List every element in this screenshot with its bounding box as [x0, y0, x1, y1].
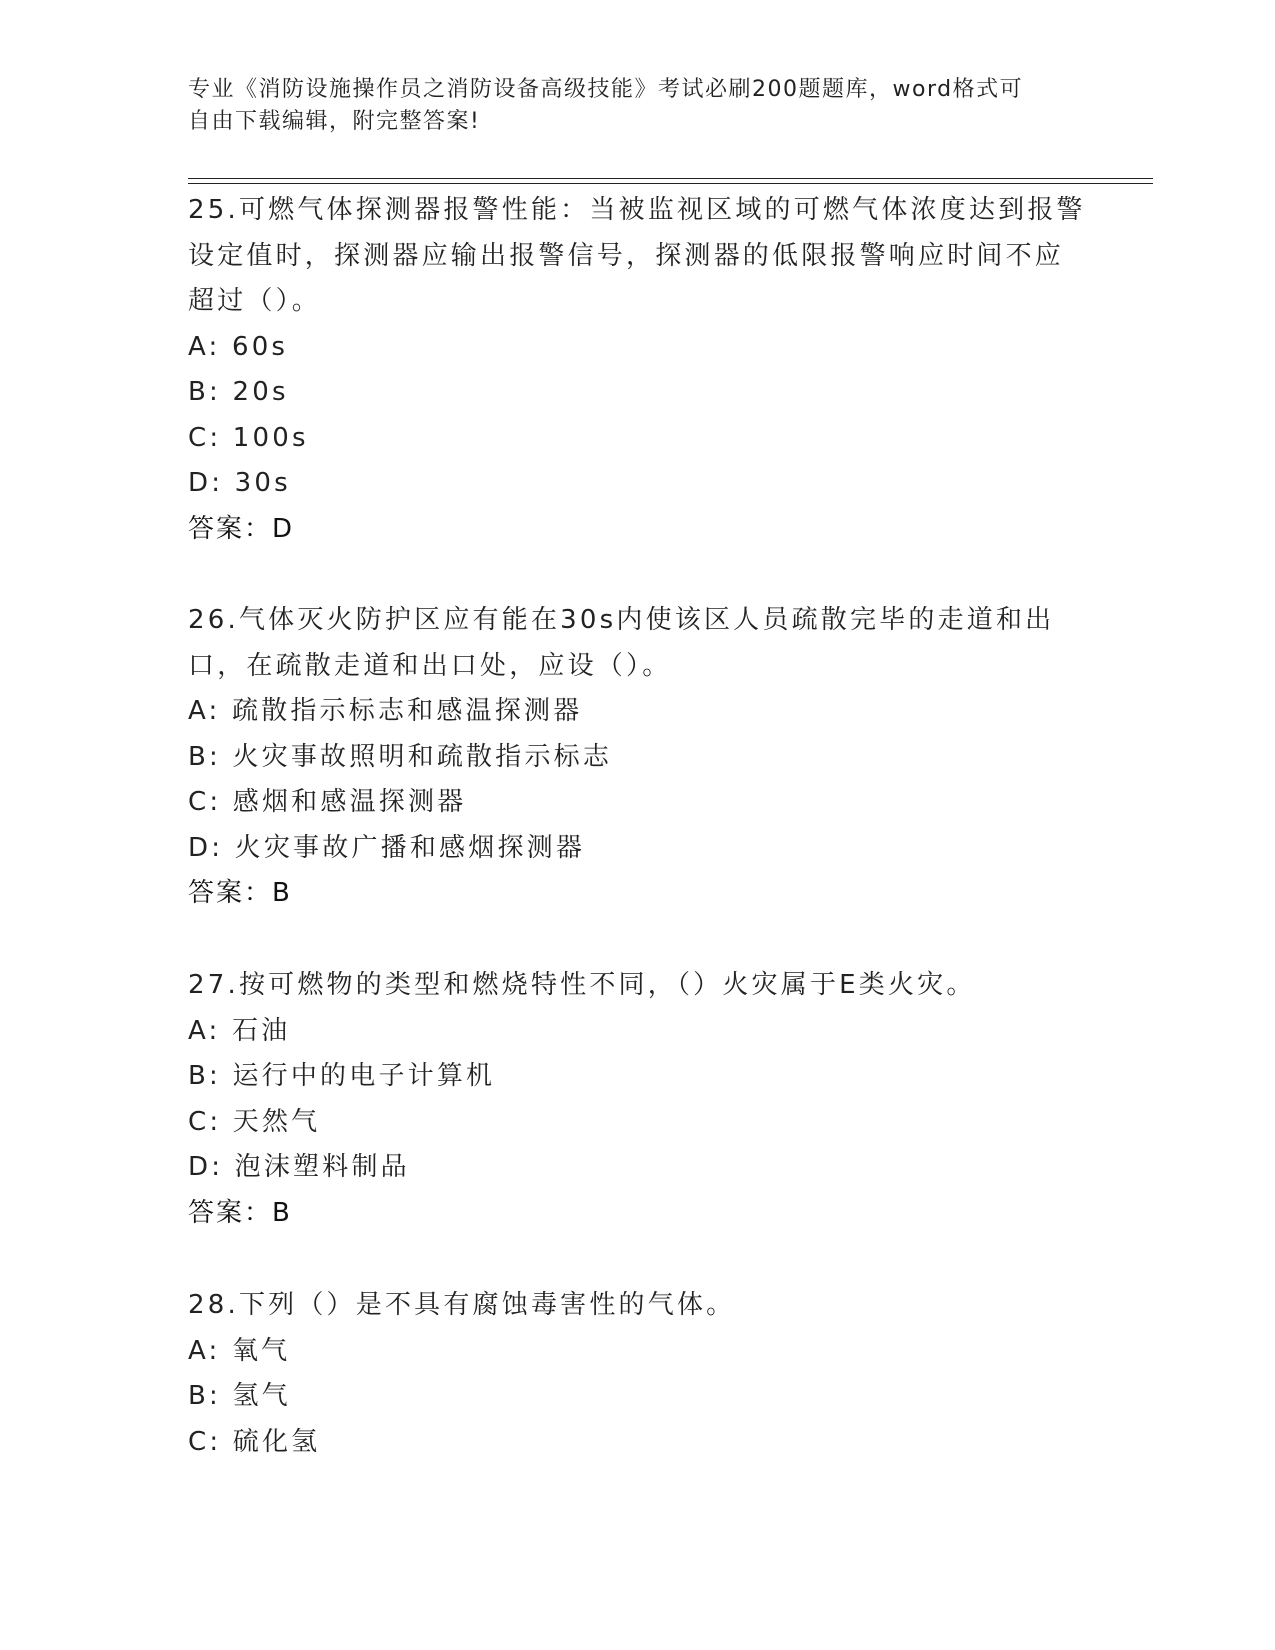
option-d: D: 火灾事故广播和感烟探测器 — [188, 832, 586, 863]
question-stem: 28.下列（）是不具有腐蚀毒害性的气体。 — [188, 1290, 736, 1320]
option-a: A: 石油 — [188, 1015, 291, 1046]
question-28 — [188, 1283, 1088, 1465]
option-c: C: 天然气 — [188, 1106, 321, 1137]
question-stem: 27.按可燃物的类型和燃烧特性不同，（）火灾属于E类火灾。 — [188, 970, 976, 1000]
option-d: D: 30s — [188, 468, 291, 498]
option-b: B: 火灾事故照明和疏散指示标志 — [188, 741, 613, 772]
option-c: C: 100s — [188, 422, 309, 453]
header-divider-bottom — [188, 183, 1153, 184]
option-c: C: 硫化氢 — [188, 1426, 321, 1457]
answer-label: 答案：B — [188, 1197, 292, 1228]
option-b: B: 运行中的电子计算机 — [188, 1061, 496, 1091]
option-a: A: 氧气 — [188, 1335, 291, 1366]
question-26 — [188, 598, 1088, 917]
answer-label: 答案：B — [188, 878, 292, 908]
question-25 — [188, 188, 1088, 552]
option-b: B: 20s — [188, 377, 289, 407]
question-stem: 26.气体灭火防护区应有能在30s内使该区人员疏散完毕的走道和出口，在疏散走道和出口处，应设（）。 — [188, 605, 1055, 681]
document-header — [188, 74, 1088, 138]
header-title-line-2: 自由下载编辑，附完整答案! — [188, 109, 481, 134]
question-27 — [188, 963, 1088, 1236]
header-title-line-1: 专业《消防设施操作员之消防设备高级技能》考试必刷200题题库，word格式可 — [188, 77, 1024, 102]
option-c: C: 感烟和感温探测器 — [188, 787, 467, 817]
option-a: A: 疏散指示标志和感温探测器 — [188, 696, 583, 726]
option-a: A: 60s — [188, 331, 289, 362]
option-b: B: 氢气 — [188, 1381, 291, 1411]
answer-label: 答案：D — [188, 513, 295, 544]
option-d: D: 泡沫塑料制品 — [188, 1152, 410, 1182]
header-divider-top — [188, 178, 1153, 179]
question-stem: 25.可燃气体探测器报警性能：当被监视区域的可燃气体浓度达到报警设定值时，探测器应输出报警信号，探测器的低限报警响应时间不应超过（）。 — [188, 195, 1086, 316]
